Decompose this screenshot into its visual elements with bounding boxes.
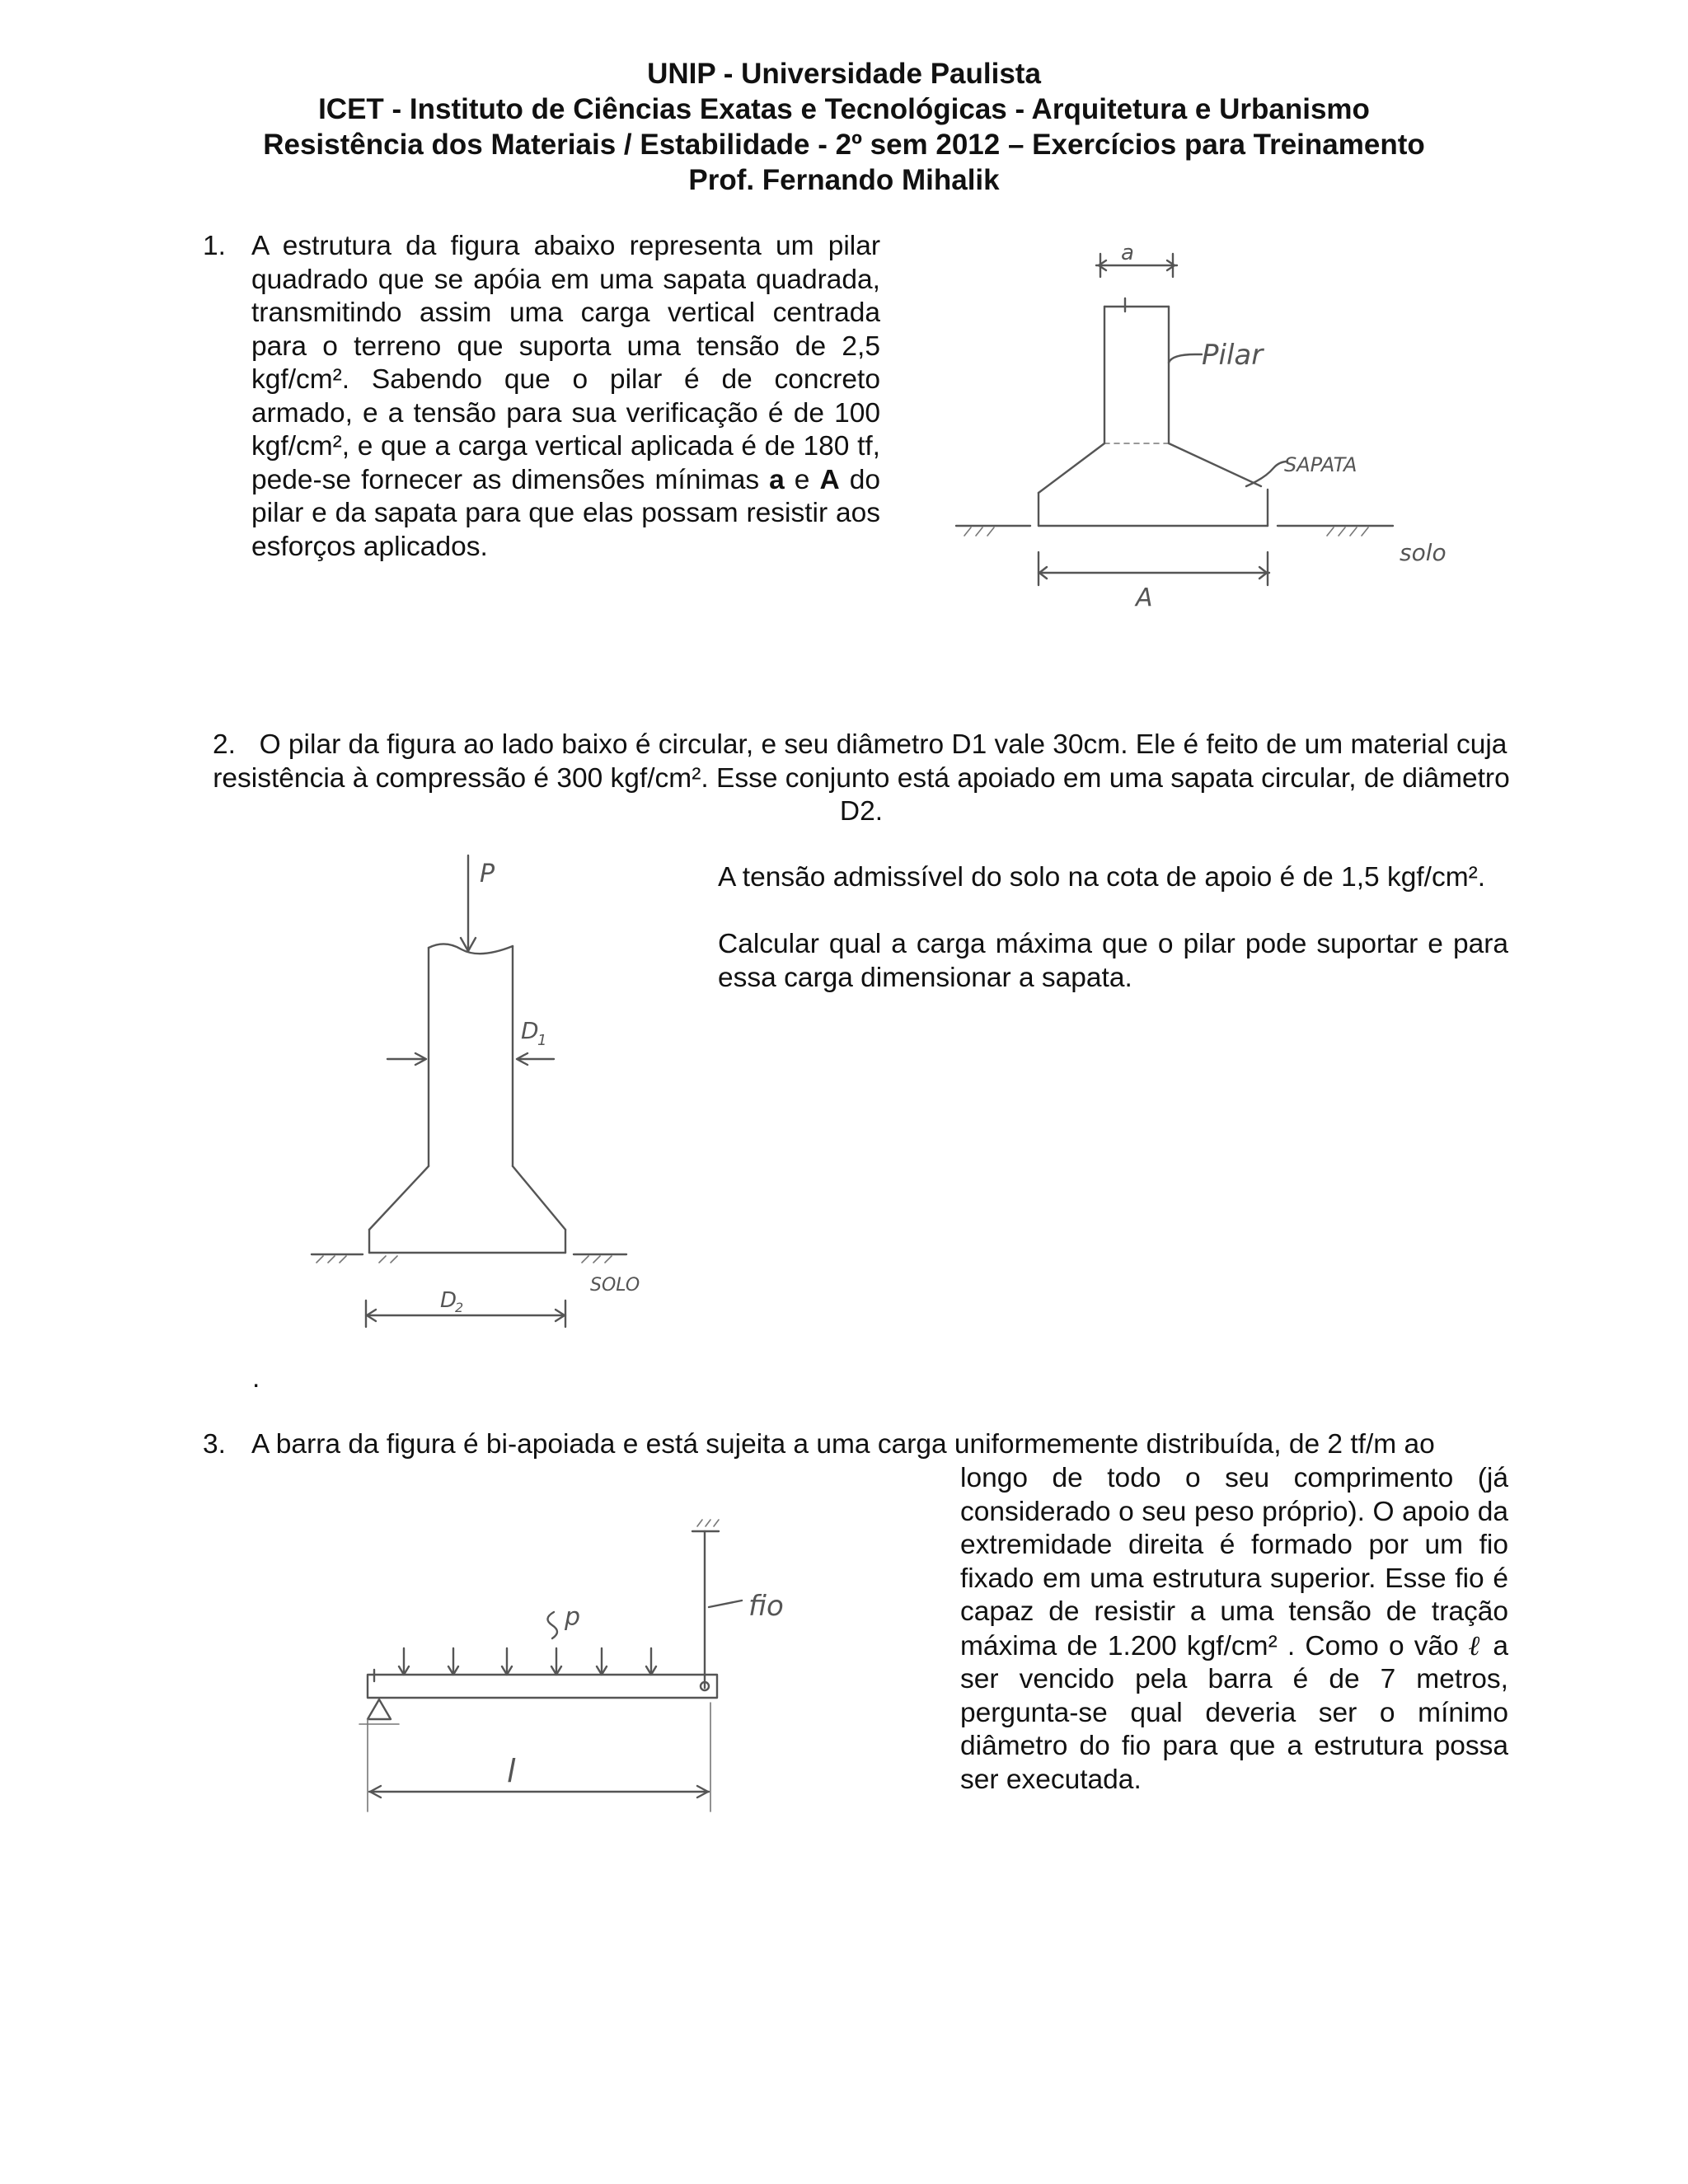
q1-text-a: A estrutura da figura abaixo representa um pilar quadrado que se apóia em uma sapata quadrada, transmitindo assim uma carga vertical centrada para o terreno que suporta uma tensão de 2,5 kgf/cm². Sabendo que o pilar é de concreto armado, e a tensão para sua verificação é de 100 kgf/cm², e que a carga vertical aplicada é de 180 tf, pede-se fornecer as dimensões mínimas <box>251 231 880 495</box>
q3-dimension-l <box>368 1703 710 1811</box>
q2-intro: O pilar da figura ao lado baixo é circular, e seu diâmetro D1 vale 30cm. Ele é feito de um material cuja resistência à compressão é 300 kgf/cm². Esse conjunto está apoiado em uma sapata circular, de diâmetro D2. <box>213 729 1510 827</box>
q1-pilar-leader <box>1169 354 1202 363</box>
q1-label-pilar: Pilar <box>1202 339 1264 372</box>
q1-footing <box>1039 443 1268 526</box>
q3-pin-support <box>359 1699 399 1724</box>
q1-dimension-a <box>1096 241 1177 277</box>
q2-paragraph-1: A tensão admissível do solo na cota de apoio é de 1,5 kgf/cm². <box>718 862 1486 893</box>
header-professor: Prof. Fernando Mihalik <box>688 164 1000 196</box>
q2-label-D1-sub: 1 <box>537 1032 547 1049</box>
q3-fio-leader <box>709 1601 742 1607</box>
q1-label-a: a <box>1121 241 1134 265</box>
q2-label-D1: D <box>521 1017 539 1044</box>
q3-label-p: p <box>565 1603 581 1632</box>
q3-label-l: l <box>507 1753 516 1789</box>
q3-ell-symbol: ℓ <box>1468 1629 1484 1661</box>
q1-figure <box>948 239 1475 618</box>
document-header <box>0 56 1688 198</box>
q1-text-b: do pilar e da sapata para que elas possam resistir aos esforços aplicados. <box>251 464 880 562</box>
q1-bold-a: a <box>769 464 785 495</box>
q3-text <box>960 1462 1508 1797</box>
q3-beam <box>368 1670 717 1698</box>
q1-bold-A: A <box>819 464 840 495</box>
q3-line-1: A barra da figura é bi-apoiada e está sujeita a uma carga uniformemente distribuída, de 2 tf/m ao <box>251 1429 1435 1460</box>
q2-figure <box>297 849 659 1335</box>
q1-label-A: A <box>1136 583 1153 612</box>
q3-text-a: longo de todo o seu comprimento (já considerado o seu peso próprio). O apoio da extremidade direita é formado por um fio fixado em uma estrutura superior. Esse fio é capaz de resistir a uma tensão de tração máxima de 1.200 kgf/cm² . Como o vão <box>960 1463 1508 1661</box>
q2-stray-dot: . <box>252 1363 260 1394</box>
header-university: UNIP - Universidade Paulista <box>647 58 1041 90</box>
q2-ground <box>312 1254 626 1263</box>
q1-dimension-A <box>1039 552 1269 612</box>
q1-ground <box>956 526 1393 536</box>
q2-label-D2-sub: 2 <box>455 1300 464 1315</box>
q2-label-P: P <box>480 860 495 888</box>
q3-distributed-load <box>399 1603 656 1675</box>
q2-pillar <box>429 944 513 1166</box>
q3-top-support <box>692 1520 719 1531</box>
q3-label-fio: fio <box>748 1590 784 1623</box>
q1-label-solo: solo <box>1400 539 1447 566</box>
q2-label-solo: SOLO <box>590 1275 640 1296</box>
q3-figure <box>346 1508 824 1830</box>
q3-text-b: a ser vencido pela barra é de 7 metros, pergunta-se qual deveria ser o mínimo diâmetro do fio para que a estrutura possa ser executada. <box>960 1630 1508 1795</box>
header-institute: ICET - Instituto de Ciências Exatas e Tecnológicas - Arquitetura e Urbanismo <box>318 93 1370 125</box>
q3-number: 3. <box>203 1429 226 1460</box>
q1-number: 1. <box>203 231 226 261</box>
q1-label-sapata: SAPATA <box>1284 453 1357 476</box>
q1-pillar <box>1104 298 1169 443</box>
q2-load-arrow <box>461 855 495 951</box>
q2-dimension-D1 <box>387 1017 554 1065</box>
q2-label-D2: D <box>440 1288 457 1313</box>
header-course: Resistência dos Materiais / Estabilidade - 2º sem 2012 – Exercícios para Treinamento <box>263 129 1425 161</box>
q2-number: 2. <box>213 729 236 760</box>
q2-paragraph-2: Calcular qual a carga máxima que o pilar pode suportar e para essa carga dimensionar a sapata. <box>718 929 1508 993</box>
q1-sapata-leader <box>1246 462 1287 486</box>
q2-dimension-D2 <box>366 1288 565 1327</box>
q1-text <box>251 230 880 564</box>
q1-text-e: e <box>784 464 820 495</box>
q2-footing <box>369 1166 565 1253</box>
